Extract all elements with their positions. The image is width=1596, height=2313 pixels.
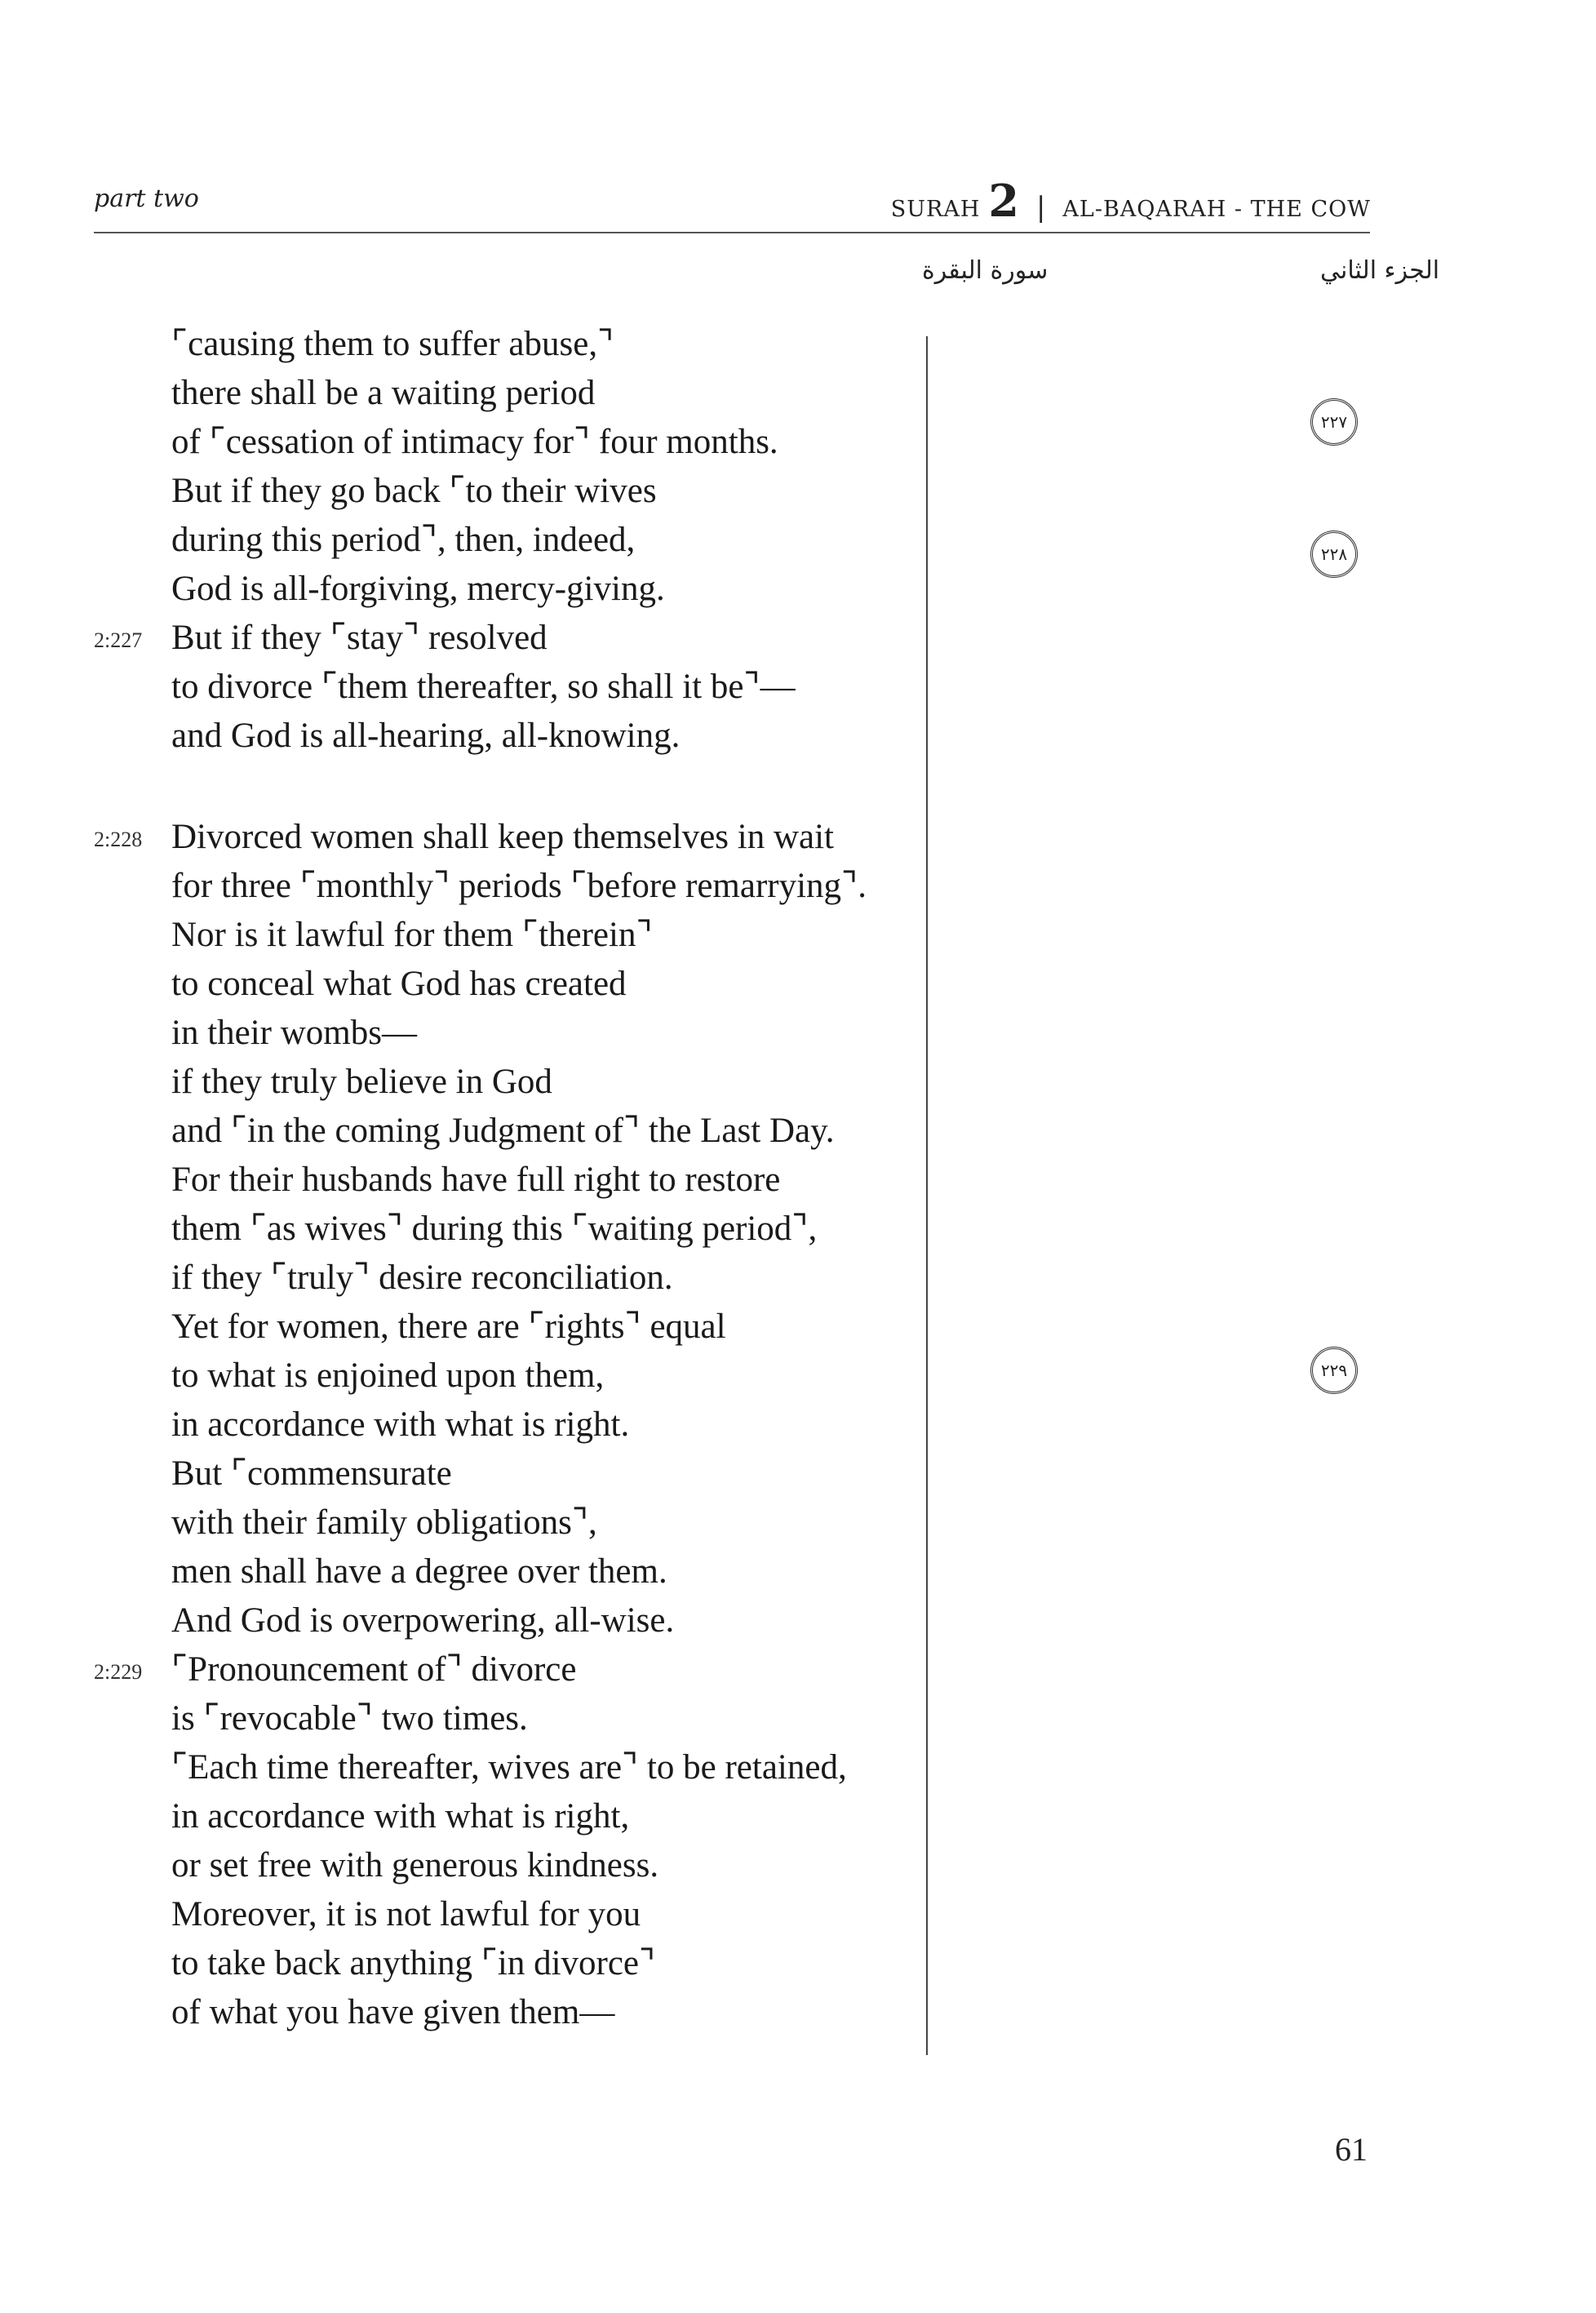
text-line: in their wombs— xyxy=(171,1014,417,1052)
text-line: Moreover, it is not lawful for you xyxy=(171,1895,641,1933)
text-line: there shall be a waiting period xyxy=(171,374,596,412)
text-line: Divorced women shall keep themselves in wait xyxy=(171,818,835,856)
text-line: them ⌜as wives⌝ during this ⌜waiting period⌝, xyxy=(171,1210,818,1248)
text-line: if they truly believe in God xyxy=(171,1063,552,1101)
surah-number: 2 xyxy=(988,175,1020,227)
text-line: God is all-forgiving, mercy-giving. xyxy=(171,570,665,608)
verse-number: 2:229 xyxy=(94,1660,143,1684)
text-line: For their husbands have full right to restore xyxy=(171,1161,781,1199)
text-line: to divorce ⌜them thereafter, so shall it be⌝— xyxy=(171,668,796,706)
text-line: to take back anything ⌜in divorce⌝ xyxy=(171,1944,656,1982)
text-line: men shall have a degree over them. xyxy=(171,1552,667,1591)
text-line: for three ⌜monthly⌝ periods ⌜before remarrying⌝. xyxy=(171,867,867,905)
text-line: with their family obligations⌝, xyxy=(171,1503,597,1542)
text-line: But if they go back ⌜to their wives xyxy=(171,472,657,510)
header-left: part two xyxy=(94,184,199,213)
text-line: in accordance with what is right. xyxy=(171,1405,630,1444)
header-right xyxy=(891,175,1371,227)
verse-number: 2:227 xyxy=(94,628,143,652)
text-line: during this period⌝, then, indeed, xyxy=(171,521,636,559)
header-separator: | xyxy=(1035,191,1047,224)
text-line: or set free with generous kindness. xyxy=(171,1846,659,1885)
text-line: is ⌜revocable⌝ two times. xyxy=(171,1699,528,1738)
header-rule xyxy=(94,232,1370,233)
arabic-header-surah: سورة البقرة xyxy=(922,256,1048,285)
verse-marker: ٢٢٧ xyxy=(1310,398,1358,446)
verse-number: 2:228 xyxy=(94,828,143,851)
column-divider xyxy=(926,336,928,2055)
text-line: if they ⌜truly⌝ desire reconciliation. xyxy=(171,1259,673,1297)
text-line: Nor is it lawful for them ⌜therein⌝ xyxy=(171,916,653,954)
verse-marker: ٢٢٩ xyxy=(1310,1347,1358,1394)
text-line: ⌜causing them to suffer abuse,⌝ xyxy=(171,325,614,363)
text-line: and God is all-hearing, all-knowing. xyxy=(171,717,681,755)
arabic-header-part: الجزء الثاني xyxy=(1320,256,1440,285)
surah-label: SURAH xyxy=(890,197,981,222)
text-line: of ⌜cessation of intimacy for⌝ four months. xyxy=(171,423,778,461)
page-number: 61 xyxy=(1335,2131,1368,2168)
text-line: ⌜Pronouncement of⌝ divorce xyxy=(171,1650,577,1689)
text-line: Yet for women, there are ⌜rights⌝ equal xyxy=(171,1307,726,1346)
text-line: ⌜Each time thereafter, wives are⌝ to be retained, xyxy=(171,1748,847,1787)
text-line: of what you have given them— xyxy=(171,1993,615,2031)
text-line: And God is overpowering, all-wise. xyxy=(171,1601,675,1640)
text-line: in accordance with what is right, xyxy=(171,1797,630,1836)
text-line: But ⌜commensurate xyxy=(171,1454,452,1493)
surah-title: AL-BAQARAH - THE COW xyxy=(1062,197,1371,222)
text-line: and ⌜in the coming Judgment of⌝ the Last Day. xyxy=(171,1112,835,1150)
text-line: But if they ⌜stay⌝ resolved xyxy=(171,619,548,657)
text-line: to what is enjoined upon them, xyxy=(171,1356,605,1395)
text-line: to conceal what God has created xyxy=(171,965,627,1003)
verse-marker: ٢٢٨ xyxy=(1310,531,1358,578)
